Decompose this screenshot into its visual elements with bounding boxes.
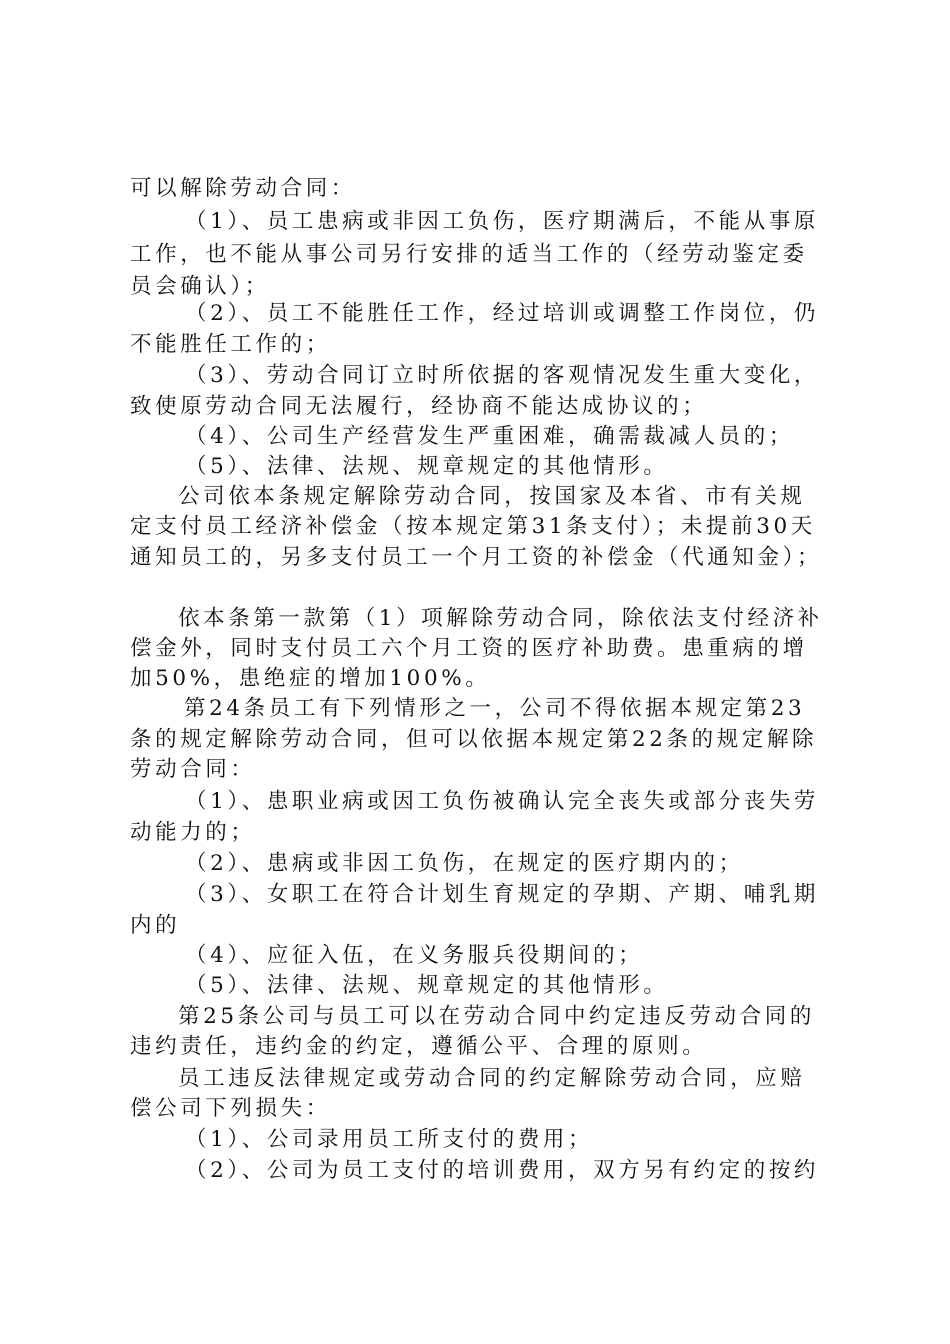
text-line: （2）、员工不能胜任工作，经过培训或调整工作岗位，仍 [185,301,820,326]
text-line: 员会确认）； [130,274,270,299]
text-line: （1）、公司录用员工所支付的费用； [185,1127,594,1152]
text-line: （3）、劳动合同订立时所依据的客观情况发生重大变化， [185,363,820,388]
text-line: （1）、员工患病或非因工负伤，医疗期满后，不能从事原 [185,209,820,234]
text-line: 依本条第一款第（1）项解除劳动合同，除依法支付经济补 [178,606,823,631]
text-line: 致使原劳动合同无法履行，经协商不能达成协议的； [130,394,708,419]
text-line: 员工违反法律规定或劳动合同的约定解除劳动合同，应赔 [178,1066,806,1091]
text-line: （3）、女职工在符合计划生育规定的孕期、产期、哺乳期 [185,882,820,907]
text-line: 可以解除劳动合同： [130,176,356,201]
text-line: （4）、公司生产经营发生严重困难，确需裁减人员的； [185,424,794,449]
text-line: 通知员工的，另多支付员工一个月工资的补偿金（代通知金）； [130,545,823,570]
text-line: 偿金外，同时支付员工六个月工资的医疗补助费。患重病的增 [130,636,808,661]
text-line: 动能力的； [130,820,256,845]
text-line: 公司依本条规定解除劳动合同，按国家及本省、市有关规 [178,484,806,509]
text-line: 劳动合同： [130,757,256,782]
text-line: （4）、应征入伍，在义务服兵役期间的； [185,943,644,968]
text-line: 定支付员工经济补偿金（按本规定第31条支付）；未提前30天 [130,514,816,539]
text-line: 工作，也不能从事公司另行安排的适当工作的（经劳动鉴定委 [130,242,808,267]
text-line: （2）、公司为员工支付的培训费用，双方另有约定的按约 [185,1158,820,1183]
text-line: 内的 [130,913,181,938]
text-line: 第24条员工有下列情形之一，公司不得依据本规定第23 [184,696,806,721]
text-line: （2）、患病或非因工负伤，在规定的医疗期内的； [185,851,744,876]
text-line: 加50%，患绝症的增加100%。 [130,666,491,691]
text-line: 违约责任，违约金的约定，遵循公平、合理的原则。 [130,1034,708,1059]
text-line: 第25条公司与员工可以在劳动合同中约定违反劳动合同的 [178,1004,815,1029]
text-line: 条的规定解除劳动合同，但可以依据本规定第22条的规定解除 [130,727,818,752]
text-line: 偿公司下列损失： [130,1096,331,1121]
text-line: 不能胜任工作的； [130,332,331,357]
text-line: （5）、法律、法规、规章规定的其他情形。 [185,454,669,479]
text-line: （1）、患职业病或因工负伤被确认完全丧失或部分丧失劳 [185,789,820,814]
text-line: （5）、法律、法规、规章规定的其他情形。 [185,973,669,998]
